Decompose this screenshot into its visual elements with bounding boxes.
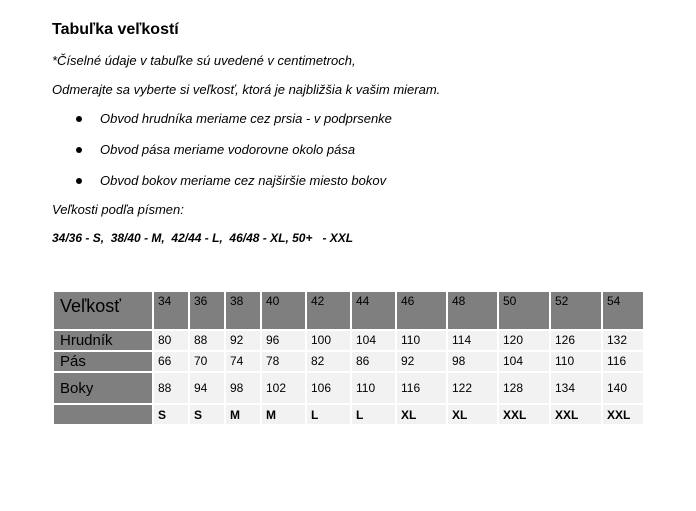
letter-size-cell: XXL <box>603 405 643 424</box>
value-cell: 114 <box>448 331 497 350</box>
row-label-cell: Hrudník <box>54 331 152 350</box>
value-cell: 126 <box>551 331 601 350</box>
size-header-cell: 36 <box>190 292 224 329</box>
bullet-text: Obvod bokov meriame cez najširšie miesto bokov <box>100 173 387 188</box>
bullet-icon <box>76 116 82 122</box>
size-header-cell: 52 <box>551 292 601 329</box>
value-cell: 98 <box>448 352 497 371</box>
list-item <box>52 141 652 158</box>
value-cell: 132 <box>603 331 643 350</box>
value-cell: 104 <box>352 331 395 350</box>
page-title: Tabuľka veľkostí <box>52 21 179 38</box>
size-header-cell: 38 <box>226 292 260 329</box>
bullet-text: Obvod hrudníka meriame cez prsia - v podprsenke <box>100 111 392 126</box>
table-header-row <box>54 292 643 329</box>
value-cell: 104 <box>499 352 549 371</box>
value-cell: 96 <box>262 331 305 350</box>
size-table <box>52 290 645 426</box>
size-header-cell: 40 <box>262 292 305 329</box>
value-cell: 100 <box>307 331 350 350</box>
value-cell: 120 <box>499 331 549 350</box>
value-cell: 88 <box>154 373 188 403</box>
value-cell: 74 <box>226 352 260 371</box>
letter-sizes-label: Veľkosti podľa písmen: <box>52 202 184 217</box>
bullet-icon <box>76 178 82 184</box>
list-item <box>52 110 652 127</box>
value-cell: 122 <box>448 373 497 403</box>
value-cell: 86 <box>352 352 395 371</box>
value-cell: 98 <box>226 373 260 403</box>
size-header-cell: 42 <box>307 292 350 329</box>
letter-size-cell: S <box>190 405 224 424</box>
size-header-cell: 34 <box>154 292 188 329</box>
value-cell: 82 <box>307 352 350 371</box>
header-label-cell: Veľkosť <box>54 292 152 329</box>
value-cell: 116 <box>397 373 446 403</box>
value-cell: 128 <box>499 373 549 403</box>
letter-sizes-mapping: 34/36 - S, 38/40 - M, 42/44 - L, 46/48 - XL, 50+ - XXL <box>52 231 354 245</box>
letter-size-cell: L <box>352 405 395 424</box>
value-cell: 110 <box>352 373 395 403</box>
letter-size-cell: M <box>226 405 260 424</box>
size-header-cell: 46 <box>397 292 446 329</box>
value-cell: 110 <box>551 352 601 371</box>
size-guide-document <box>52 20 652 246</box>
letter-size-cell: XXL <box>499 405 549 424</box>
letter-size-cell: XL <box>448 405 497 424</box>
table-row-letter-sizes <box>54 405 643 424</box>
table-row <box>54 331 643 350</box>
value-cell: 88 <box>190 331 224 350</box>
measurement-list <box>52 110 652 189</box>
letter-size-cell: M <box>262 405 305 424</box>
letter-size-cell: XL <box>397 405 446 424</box>
bullet-icon <box>76 147 82 153</box>
measure-instruction: Odmerajte sa vyberte si veľkosť, ktorá je najbližšia k vašim mieram. <box>52 82 441 97</box>
value-cell: 92 <box>397 352 446 371</box>
size-header-cell: 50 <box>499 292 549 329</box>
size-header-cell: 44 <box>352 292 395 329</box>
letter-size-cell: L <box>307 405 350 424</box>
size-header-cell: 48 <box>448 292 497 329</box>
row-label-cell <box>54 405 152 424</box>
row-label-cell: Pás <box>54 352 152 371</box>
units-note: *Číselné údaje v tabuľke sú uvedené v centimetroch, <box>52 53 356 68</box>
value-cell: 102 <box>262 373 305 403</box>
table-row <box>54 352 643 371</box>
table-row <box>54 373 643 403</box>
value-cell: 116 <box>603 352 643 371</box>
value-cell: 66 <box>154 352 188 371</box>
row-label-cell: Boky <box>54 373 152 403</box>
list-item <box>52 172 652 189</box>
value-cell: 92 <box>226 331 260 350</box>
value-cell: 110 <box>397 331 446 350</box>
value-cell: 80 <box>154 331 188 350</box>
value-cell: 70 <box>190 352 224 371</box>
size-header-cell: 54 <box>603 292 643 329</box>
value-cell: 106 <box>307 373 350 403</box>
value-cell: 94 <box>190 373 224 403</box>
bullet-text: Obvod pása meriame vodorovne okolo pása <box>100 142 356 157</box>
letter-size-cell: XXL <box>551 405 601 424</box>
value-cell: 78 <box>262 352 305 371</box>
value-cell: 140 <box>603 373 643 403</box>
value-cell: 134 <box>551 373 601 403</box>
letter-size-cell: S <box>154 405 188 424</box>
